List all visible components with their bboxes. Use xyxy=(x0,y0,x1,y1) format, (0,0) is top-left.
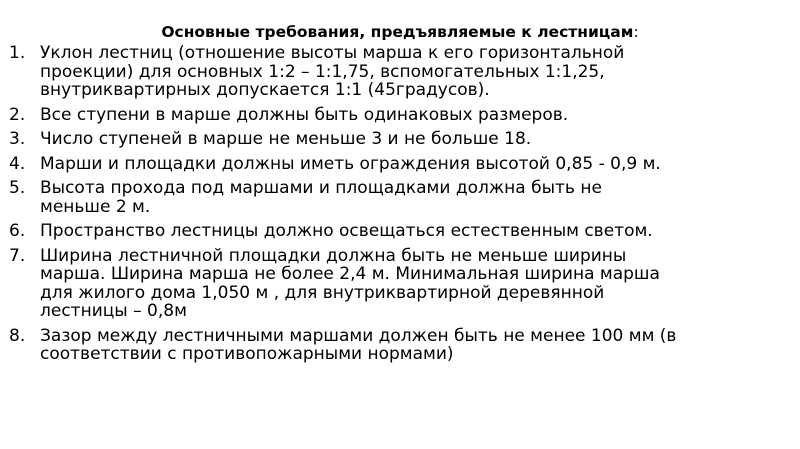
requirement-text: Марши и площадки должны иметь ограждения высотой 0,85 - 0,9 м. xyxy=(40,153,661,174)
requirement-text: Ширина лестничной площадки должна быть не меньше ширины марша. Ширина марша не более 2,4 м. Минимальная ширина марша для жилого дома 1,050 м , для внутриквартирной деревянной лестницы – 0,8м xyxy=(40,245,660,321)
requirement-number: 2. xyxy=(9,104,26,125)
requirement-item-3 xyxy=(0,130,800,149)
requirement-item-8 xyxy=(0,327,800,364)
requirement-number: 3. xyxy=(9,129,26,149)
requirement-text: Уклон лестниц (отношение высоты марша к его горизонтальной проекции) для основных 1:2 – 1:1,75, вспомогательных 1:1,25, внутриквартирных допускается 1:1 (45градусов). xyxy=(40,43,625,100)
requirement-text: Пространство лестницы должно освещаться естественным светом. xyxy=(40,221,653,241)
requirement-item-5 xyxy=(0,179,800,216)
requirement-item-7 xyxy=(0,247,800,321)
requirement-number: 8. xyxy=(9,325,26,346)
requirement-number: 7. xyxy=(9,245,26,266)
slide-title-colon: : xyxy=(633,23,639,41)
requirement-item-6 xyxy=(0,222,800,241)
slide-title xyxy=(0,21,800,43)
requirement-item-2 xyxy=(0,106,800,125)
requirement-text: Зазор между лестничными маршами должен быть не менее 100 мм (в соответствии с противопожарными нормами) xyxy=(40,325,677,364)
requirement-text: Высота прохода под маршами и площадками должна быть не меньше 2 м. xyxy=(40,178,602,217)
requirement-number: 4. xyxy=(9,153,26,174)
requirement-text: Число ступеней в марше не меньше 3 и не больше 18. xyxy=(40,129,532,149)
requirement-text: Все ступени в марше должны быть одинаковых размеров. xyxy=(40,104,569,125)
requirement-item-4 xyxy=(0,155,800,174)
requirement-item-1 xyxy=(0,44,800,100)
requirement-number: 1. xyxy=(9,43,26,63)
requirements-list xyxy=(0,44,800,370)
requirement-number: 6. xyxy=(9,221,26,241)
slide-title-bold: Основные требования, предъявляемые к лестницам xyxy=(161,23,634,41)
requirement-number: 5. xyxy=(9,178,26,198)
